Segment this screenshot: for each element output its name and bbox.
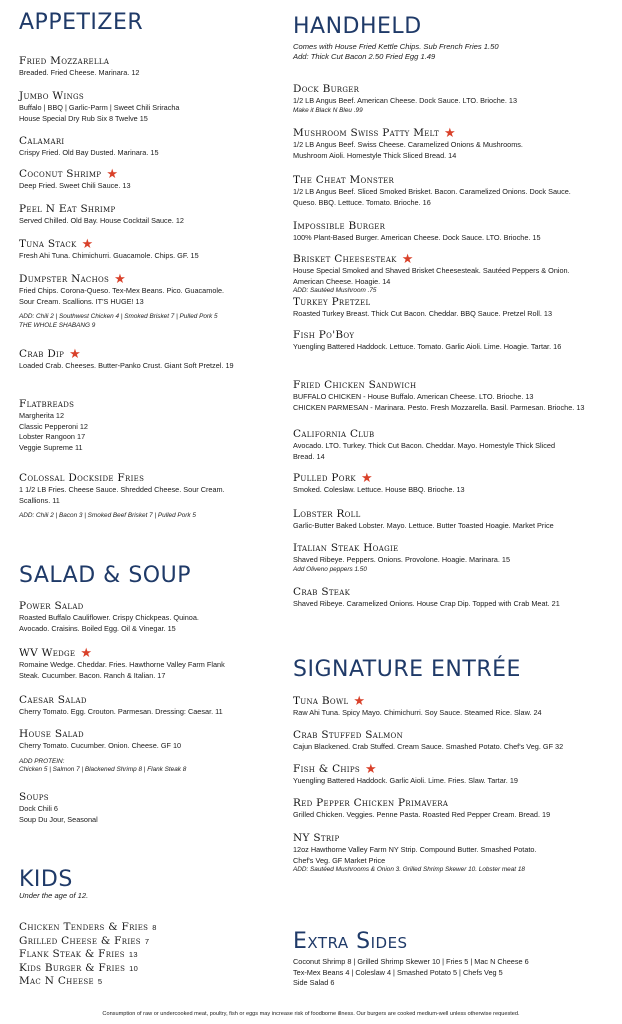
item-name xyxy=(293,220,611,233)
item-description: Breaded. Fried Cheese. Marinara. 12 xyxy=(19,68,140,77)
item-description: Margherita 12 xyxy=(19,411,65,420)
item-name-label: Tuna Stack xyxy=(19,238,77,250)
item-description: Loaded Crab. Cheeses. Butter-Panko Crust. Giant Soft Pretzel. 19 xyxy=(19,361,234,370)
item-description: Yuengling Battered Haddock. Lettuce. Tomato. Garlic Aioli. Lime. Hoagie. Tartar. 16 xyxy=(293,342,562,351)
sides-line: Side Salad 6 xyxy=(293,978,335,987)
appetizer-item xyxy=(19,472,281,521)
item-description: Bread. 14 xyxy=(293,451,325,461)
item-name-label: Dumpster Nachos xyxy=(19,273,110,285)
item-name-label: Brisket Cheesesteak xyxy=(293,253,397,265)
item-name-label: Dock Burger xyxy=(293,83,360,95)
sides-title: Extra Sides xyxy=(293,929,408,954)
item-name xyxy=(19,135,281,148)
appetizer-item xyxy=(19,238,281,262)
star-icon: ★ xyxy=(353,693,366,709)
item-name-label: Tuna Bowl xyxy=(293,695,349,707)
item-description: Classic Pepperoni 12 xyxy=(19,421,88,431)
item-addon: ADD: Sautéed Mushroom .75 xyxy=(293,287,377,294)
handheld-item xyxy=(293,586,611,610)
item-description: Buffalo | BBQ | Garlic-Parm | Sweet Chili Sriracha xyxy=(19,103,180,112)
handheld-title: HANDHELD xyxy=(293,14,422,39)
item-name xyxy=(293,586,611,599)
star-icon: ★ xyxy=(81,236,94,252)
signature-item xyxy=(293,695,611,719)
item-description: Steak. Cucumber. Bacon. Ranch & Italian. 17 xyxy=(19,670,166,680)
item-name-label: The Cheat Monster xyxy=(293,174,395,186)
item-name xyxy=(293,428,611,441)
item-description: 12oz Hawthorne Valley Farm NY Strip. Compound Butter. Smashed Potato. xyxy=(293,845,537,854)
kids-item-name: Kids Burger & Fries xyxy=(19,961,126,974)
item-addon: ADD: Sautéed Mushrooms & Onion 3. Grilled Shrimp Skewer 10. Lobster meat 18 xyxy=(293,866,525,873)
handheld-intro xyxy=(293,42,499,62)
kids-item-name: Mac N Cheese xyxy=(19,975,94,987)
item-name xyxy=(19,273,281,286)
kids-title: KIDS xyxy=(19,867,73,892)
item-description: Soup Du Jour, Seasonal xyxy=(19,814,98,824)
signature-item xyxy=(293,729,611,753)
item-name-label: Colossal Dockside Fries xyxy=(19,472,145,484)
kids-item xyxy=(19,962,157,976)
item-name xyxy=(293,832,611,845)
item-description: Fried Chips. Corona-Queso. Tex-Mex Beans. Pico. Guacamole. xyxy=(19,286,225,295)
kids-item-price: 7 xyxy=(144,936,150,946)
appetizer-title: APPETIZER xyxy=(19,10,144,35)
handheld-item xyxy=(293,428,611,462)
salad-item xyxy=(19,694,281,718)
item-name xyxy=(293,296,611,309)
appetizer-item xyxy=(19,135,281,159)
item-name-label: California Club xyxy=(293,428,375,440)
item-name-label: Soups xyxy=(19,791,49,803)
item-name xyxy=(293,379,611,392)
item-name-label: Caesar Salad xyxy=(19,694,87,706)
item-description: 1/2 LB Angus Beef. American Cheese. Dock Sauce. LTO. Brioche. 13 xyxy=(293,96,518,105)
item-name xyxy=(293,127,611,140)
item-name xyxy=(19,348,281,361)
item-description: Cherry Tomato. Egg. Crouton. Parmesan. Dressing: Caesar. 11 xyxy=(19,707,223,716)
salad-item xyxy=(19,647,281,681)
item-name xyxy=(293,472,611,485)
footer-disclaimer: Consumption of raw or undercooked meat, poultry, fish or eggs may increase risk of foodborne illness. Our burgers are cooked medium-well unless otherwise requested. xyxy=(102,1011,520,1017)
item-description: Crispy Fried. Old Bay Dusted. Marinara. 15 xyxy=(19,148,159,157)
signature-title: SIGNATURE ENTRÉE xyxy=(293,657,521,682)
item-name-label: Crab Dip xyxy=(19,348,65,360)
appetizer-item xyxy=(19,348,281,372)
item-name xyxy=(293,83,611,96)
item-description: Raw Ahi Tuna. Spicy Mayo. Chimichurri. Soy Sauce. Steamed Rice. Slaw. 24 xyxy=(293,708,542,717)
item-name-label: Turkey Pretzel xyxy=(293,296,371,308)
sides-line: Tex-Mex Beans 4 | Coleslaw 4 | Smashed Potato 5 | Chefs Veg 5 xyxy=(293,967,503,977)
item-description: Avocado. LTO. Turkey. Thick Cut Bacon. Cheddar. Mayo. Homestyle Thick Sliced xyxy=(293,441,555,450)
item-name-label: NY Strip xyxy=(293,832,340,844)
star-icon: ★ xyxy=(444,125,457,141)
item-addon: ADD: Chili 2 | Bacon 3 | Smoked Beef Brisket 7 | Pulled Pork 5 xyxy=(19,512,196,519)
item-description: Dock Chili 6 xyxy=(19,804,58,813)
star-icon: ★ xyxy=(401,251,414,267)
item-name xyxy=(19,203,281,216)
handheld-item xyxy=(293,542,611,574)
star-icon: ★ xyxy=(114,271,127,287)
kids-intro: Under the age of 12. xyxy=(19,891,89,900)
kids-item xyxy=(19,975,157,989)
item-description: 1/2 LB Angus Beef. Swiss Cheese. Caramelized Onions & Mushrooms. xyxy=(293,140,523,149)
item-addon: Add Oliveno peppers 1.50 xyxy=(293,565,367,573)
sides-text xyxy=(293,957,529,989)
salad-item xyxy=(19,728,281,775)
salad-item xyxy=(19,600,281,634)
item-name xyxy=(19,472,281,485)
item-name xyxy=(19,647,281,660)
salad-title: SALAD & SOUP xyxy=(19,563,191,588)
kids-item-price: 5 xyxy=(97,977,103,986)
item-description: CHICKEN PARMESAN - Marinara. Pesto. Fresh Mozzarella. Basil. Parmesan. Brioche. 13 xyxy=(293,402,585,412)
kids-item-name: Grilled Cheese & Fries xyxy=(19,934,141,947)
star-icon: ★ xyxy=(360,470,373,486)
item-name-label: Calamari xyxy=(19,135,65,147)
item-name xyxy=(293,329,611,342)
item-name xyxy=(19,168,281,181)
kids-item xyxy=(19,921,157,935)
kids-item-price: 10 xyxy=(129,963,139,973)
kids-item-price: 8 xyxy=(152,923,157,932)
item-description: 100% Plant-Based Burger. American Cheese. Dock Sauce. LTO. Brioche. 15 xyxy=(293,233,541,242)
item-name-label: Flatbreads xyxy=(19,398,75,410)
item-name xyxy=(293,729,611,742)
item-description: 1 1/2 LB Fries. Cheese Sauce. Shredded Cheese. Sour Cream. xyxy=(19,485,225,494)
item-name xyxy=(19,728,281,741)
kids-list xyxy=(19,921,157,989)
item-description: Mushroom Aioli. Homestyle Thick Sliced Bread. 14 xyxy=(293,150,457,160)
item-addon: Make it Black N Bleu .99 xyxy=(293,106,363,114)
kids-item xyxy=(19,948,157,962)
handheld-item xyxy=(293,83,611,115)
item-description: Yuengling Battered Haddock. Garlic Aioli. Lime. Fries. Slaw. Tartar. 19 xyxy=(293,776,518,785)
kids-item-name: Flank Steak & Fries xyxy=(19,948,125,960)
appetizer-item xyxy=(19,273,281,330)
item-name-label: Peel N Eat Shrimp xyxy=(19,203,116,215)
appetizer-item xyxy=(19,90,281,124)
item-name xyxy=(19,398,281,411)
item-description: Scallions. 11 xyxy=(19,495,60,505)
item-name xyxy=(19,600,281,613)
item-name xyxy=(19,90,281,103)
appetizer-item xyxy=(19,55,281,79)
item-name xyxy=(19,238,281,251)
item-name-label: Crab Steak xyxy=(293,586,351,598)
item-name-label: Power Salad xyxy=(19,600,84,612)
item-description: Queso. BBQ. Lettuce. Tomato. Brioche. 16 xyxy=(293,197,431,207)
signature-item xyxy=(293,832,611,875)
item-addon: Chicken 5 | Salmon 7 | Blackened Shrimp 8 | Flank Steak 8 xyxy=(19,766,187,773)
handheld-intro-line: Comes with House Fried Kettle Chips. Sub French Fries 1.50 xyxy=(293,42,499,51)
item-name xyxy=(19,55,281,68)
appetizer-item xyxy=(19,203,281,227)
item-addon: ADD PROTEIN: xyxy=(19,757,65,765)
item-name-label: Fried Chicken Sandwich xyxy=(293,379,417,391)
item-name-label: Fish & Chips xyxy=(293,763,360,775)
item-description: Sour Cream. Scallions. IT'S HUGE! 13 xyxy=(19,296,144,306)
item-description: Roasted Buffalo Cauliflower. Crispy Chickpeas. Quinoa. xyxy=(19,613,199,622)
appetizer-item xyxy=(19,168,281,192)
handheld-item xyxy=(293,379,611,413)
star-icon: ★ xyxy=(80,645,93,661)
appetizer-item xyxy=(19,398,281,453)
handheld-item xyxy=(293,174,611,208)
item-name-label: Fish Po'Boy xyxy=(293,329,355,341)
handheld-item xyxy=(293,296,611,320)
item-name-label: Mushroom Swiss Patty Melt xyxy=(293,127,440,139)
item-description: BUFFALO CHICKEN - House Buffalo. American Cheese. LTO. Brioche. 13 xyxy=(293,392,534,401)
item-name-label: Italian Steak Hoagie xyxy=(293,542,399,554)
handheld-intro-line: Add: Thick Cut Bacon 2.50 Fried Egg 1.49 xyxy=(293,52,436,61)
item-description: Served Chilled. Old Bay. House Cocktail Sauce. 12 xyxy=(19,216,184,225)
item-description: Chef's Veg. GF Market Price xyxy=(293,855,386,865)
item-name xyxy=(293,763,611,776)
item-name-label: WV Wedge xyxy=(19,647,76,659)
item-name xyxy=(293,797,611,810)
item-description: American Cheese. Hoagie. 14 xyxy=(293,276,391,286)
handheld-item xyxy=(293,253,611,296)
handheld-item xyxy=(293,508,611,532)
item-name-label: Fried Mozzarella xyxy=(19,55,110,67)
handheld-item xyxy=(293,127,611,161)
signature-item xyxy=(293,763,611,787)
item-description: House Special Dry Rub Six 8 Twelve 15 xyxy=(19,113,148,123)
item-description: Cherry Tomato. Cucumber. Onion. Cheese. GF 10 xyxy=(19,741,182,750)
item-name-label: Lobster Roll xyxy=(293,508,361,520)
item-name xyxy=(19,694,281,707)
item-description: Deep Fried. Sweet Chili Sauce. 13 xyxy=(19,181,131,190)
salad-item xyxy=(19,791,281,825)
item-name xyxy=(293,508,611,521)
item-name xyxy=(19,791,281,804)
kids-item-name: Chicken Tenders & Fries xyxy=(19,921,149,933)
item-name xyxy=(293,695,611,708)
item-description: Avocado. Craisins. Boiled Egg. Oil & Vinegar. 15 xyxy=(19,623,176,633)
signature-item xyxy=(293,797,611,821)
star-icon: ★ xyxy=(106,166,119,182)
item-description: Cajun Blackened. Crab Stuffed. Cream Sauce. Smashed Potato. Chef's Veg. GF 32 xyxy=(293,742,564,751)
item-description: Romaine Wedge. Cheddar. Fries. Hawthorne Valley Farm Flank xyxy=(19,660,225,669)
item-name-label: House Salad xyxy=(19,728,84,740)
handheld-item xyxy=(293,220,611,244)
handheld-item xyxy=(293,329,611,353)
item-name-label: Jumbo Wings xyxy=(19,90,84,102)
item-name xyxy=(293,253,611,266)
item-description: House Special Smoked and Shaved Brisket Cheesesteak. Sautéed Peppers & Onion. xyxy=(293,266,570,275)
item-description: Garlic-Butter Baked Lobster. Mayo. Lettuce. Butter Toasted Hoagie. Market Price xyxy=(293,521,554,530)
item-name-label: Pulled Pork xyxy=(293,472,356,484)
item-description: Smoked. Coleslaw. Lettuce. House BBQ. Brioche. 13 xyxy=(293,485,465,494)
item-description: Shaved Ribeye. Caramelized Onions. House Crap Dip. Topped with Crab Meat. 21 xyxy=(293,599,560,608)
item-name-label: Crab Stuffed Salmon xyxy=(293,729,404,741)
kids-item xyxy=(19,935,157,949)
item-description: Grilled Chicken. Veggies. Penne Pasta. Roasted Red Pepper Cream. Bread. 19 xyxy=(293,810,551,819)
sides-line: Coconut Shrimp 8 | Grilled Shrimp Skewer 10 | Fries 5 | Mac N Cheese 6 xyxy=(293,957,529,966)
handheld-item xyxy=(293,472,611,496)
item-description: Shaved Ribeye. Peppers. Onions. Provolone. Hoagie. Marinara. 15 xyxy=(293,555,511,564)
item-addon: THE WHOLE SHABANG 9 xyxy=(19,321,96,329)
star-icon: ★ xyxy=(69,346,82,362)
item-name xyxy=(293,542,611,555)
item-name-label: Red Pepper Chicken Primavera xyxy=(293,797,449,809)
item-description: Veggie Supreme 11 xyxy=(19,442,83,452)
kids-item-price: 13 xyxy=(128,950,138,959)
item-name xyxy=(293,174,611,187)
item-name-label: Impossible Burger xyxy=(293,220,386,232)
item-description: Fresh Ahi Tuna. Chimichurri. Guacamole. Chips. GF. 15 xyxy=(19,251,199,260)
item-name-label: Coconut Shrimp xyxy=(19,168,102,180)
star-icon: ★ xyxy=(364,761,377,777)
item-description: Lobster Rangoon 17 xyxy=(19,432,86,441)
item-addon: ADD: Chili 2 | Southwest Chicken 4 | Smoked Brisket 7 | Pulled Pork 5 xyxy=(19,313,218,320)
item-description: Roasted Turkey Breast. Thick Cut Bacon. Cheddar. BBQ Sauce. Pretzel Roll. 13 xyxy=(293,309,553,318)
item-description: 1/2 LB Angus Beef. Sliced Smoked Brisket. Bacon. Caramelized Onions. Dock Sauce. xyxy=(293,187,571,196)
